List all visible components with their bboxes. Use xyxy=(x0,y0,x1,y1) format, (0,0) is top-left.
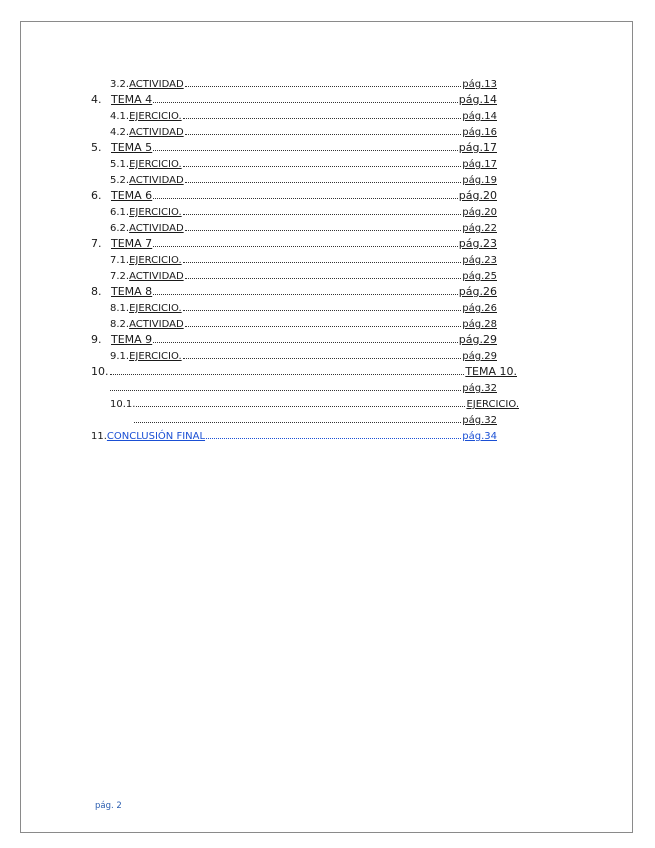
toc-page[interactable]: pág.34 xyxy=(462,431,497,442)
toc-number: 5. xyxy=(91,141,102,154)
toc-title[interactable]: TEMA 7 xyxy=(111,237,153,250)
toc-leader xyxy=(185,173,462,183)
toc-number: 4.1. xyxy=(110,111,130,122)
toc-page[interactable]: pág.23 xyxy=(458,237,497,250)
toc-title[interactable]: TEMA 9 xyxy=(111,333,153,346)
toc-leader xyxy=(183,253,462,263)
toc-page[interactable]: pág.16 xyxy=(462,127,497,138)
toc-number: 3.2. xyxy=(110,79,130,90)
toc-entry-10-1-page[interactable] xyxy=(134,413,497,426)
toc-page[interactable]: pág.14 xyxy=(462,111,497,122)
toc-number: 10.1. xyxy=(110,399,136,410)
toc-entry-4[interactable] xyxy=(91,93,497,106)
toc-leader xyxy=(185,317,462,327)
toc-title[interactable]: CONCLUSIÓN FINAL xyxy=(106,431,206,442)
toc-leader xyxy=(183,109,462,119)
toc-number: 6. xyxy=(91,189,102,202)
toc-page[interactable]: pág.17 xyxy=(458,141,497,154)
toc-page[interactable]: pág.20 xyxy=(458,189,497,202)
toc-page[interactable]: pág.32 xyxy=(462,383,497,394)
toc-page[interactable]: pág.17 xyxy=(462,159,497,170)
toc-leader xyxy=(183,301,462,311)
toc-number: 5.1. xyxy=(110,159,130,170)
toc-entry-10-page[interactable] xyxy=(110,381,497,394)
toc-page[interactable]: pág.14 xyxy=(458,93,497,106)
toc-entry-7[interactable] xyxy=(91,237,497,250)
toc-leader xyxy=(183,349,462,359)
toc-number: 8.2. xyxy=(110,319,130,330)
toc-entry-8-1[interactable] xyxy=(110,301,497,314)
table-of-contents xyxy=(21,22,632,832)
toc-leader xyxy=(136,397,465,407)
toc-leader xyxy=(153,93,458,103)
toc-entry-6[interactable] xyxy=(91,189,497,202)
toc-number: 9.1. xyxy=(110,351,130,362)
toc-number: 11. xyxy=(91,431,107,442)
toc-entry-7-2[interactable] xyxy=(110,269,497,282)
toc-title[interactable]: EJERCICIO. xyxy=(129,159,182,170)
toc-entry-8[interactable] xyxy=(91,285,497,298)
toc-leader xyxy=(153,237,458,247)
toc-title[interactable]: ACTIVIDAD xyxy=(129,127,184,138)
toc-entry-8-2[interactable] xyxy=(110,317,497,330)
toc-number: 7.2. xyxy=(110,271,130,282)
toc-leader xyxy=(153,285,458,295)
toc-page[interactable]: pág.19 xyxy=(462,175,497,186)
toc-leader xyxy=(153,141,458,151)
toc-number: 4. xyxy=(91,93,102,106)
toc-number: 8. xyxy=(91,285,102,298)
toc-leader xyxy=(153,189,458,199)
toc-entry-7-1[interactable] xyxy=(110,253,497,266)
toc-page[interactable]: pág.23 xyxy=(462,255,497,266)
toc-entry-5-1[interactable] xyxy=(110,157,497,170)
toc-page[interactable]: pág.13 xyxy=(462,79,497,90)
toc-page[interactable]: pág.26 xyxy=(462,303,497,314)
toc-leader xyxy=(185,221,462,231)
toc-title[interactable]: ACTIVIDAD xyxy=(129,175,184,186)
toc-entry-9[interactable] xyxy=(91,333,497,346)
toc-number: 10. xyxy=(91,365,109,378)
toc-entry-6-1[interactable] xyxy=(110,205,497,218)
toc-leader xyxy=(206,429,461,439)
toc-entry-5-2[interactable] xyxy=(110,173,497,186)
toc-entry-4-1[interactable] xyxy=(110,109,497,122)
toc-number: 5.2. xyxy=(110,175,130,186)
toc-entry-11[interactable] xyxy=(91,429,497,442)
toc-number: 7.1. xyxy=(110,255,130,266)
toc-entry-3-2[interactable] xyxy=(110,77,497,90)
toc-title[interactable]: TEMA 10. xyxy=(465,365,517,378)
toc-page[interactable]: pág.29 xyxy=(462,351,497,362)
toc-page[interactable]: pág.26 xyxy=(458,285,497,298)
toc-entry-10[interactable] xyxy=(91,365,517,378)
toc-title[interactable]: ACTIVIDAD xyxy=(129,271,184,282)
toc-title[interactable]: TEMA 8 xyxy=(111,285,153,298)
toc-title[interactable]: EJERCICIO. xyxy=(129,207,182,218)
toc-number: 6.1. xyxy=(110,207,130,218)
toc-title[interactable]: EJERCICIO. xyxy=(129,303,182,314)
toc-page[interactable]: pág.25 xyxy=(462,271,497,282)
toc-title[interactable]: EJERCICIO. xyxy=(129,255,182,266)
toc-leader xyxy=(185,269,462,279)
toc-page[interactable]: pág.20 xyxy=(462,207,497,218)
toc-leader xyxy=(110,365,465,375)
toc-title[interactable]: ACTIVIDAD xyxy=(129,79,184,90)
toc-leader xyxy=(134,413,461,423)
toc-title[interactable]: ACTIVIDAD xyxy=(129,223,184,234)
toc-title[interactable]: TEMA 6 xyxy=(111,189,153,202)
toc-number: 4.2. xyxy=(110,127,130,138)
toc-page[interactable]: pág.29 xyxy=(458,333,497,346)
toc-page[interactable]: pág.28 xyxy=(462,319,497,330)
toc-number: 9. xyxy=(91,333,102,346)
toc-title[interactable]: EJERCICIO. xyxy=(129,351,182,362)
toc-leader xyxy=(110,381,461,391)
toc-title[interactable]: TEMA 5 xyxy=(111,141,153,154)
toc-entry-5[interactable] xyxy=(91,141,497,154)
toc-title[interactable]: EJERCICIO. xyxy=(129,111,182,122)
toc-leader xyxy=(183,157,462,167)
toc-title[interactable]: EJERCICIO. xyxy=(466,399,519,410)
toc-entry-10-1[interactable] xyxy=(110,397,519,410)
toc-leader xyxy=(185,125,462,135)
document-page xyxy=(20,21,633,833)
toc-leader xyxy=(183,205,462,215)
toc-entry-4-2[interactable] xyxy=(110,125,497,138)
toc-page[interactable]: pág.32 xyxy=(462,415,497,426)
toc-leader xyxy=(185,77,462,87)
toc-number: 6.2. xyxy=(110,223,130,234)
toc-number: 8.1. xyxy=(110,303,130,314)
page-number-footer: pág. 2 xyxy=(95,801,122,811)
toc-page[interactable]: pág.22 xyxy=(462,223,497,234)
toc-title[interactable]: TEMA 4 xyxy=(111,93,153,106)
toc-title[interactable]: ACTIVIDAD xyxy=(129,319,184,330)
toc-leader xyxy=(153,333,458,343)
toc-number: 7. xyxy=(91,237,102,250)
toc-entry-6-2[interactable] xyxy=(110,221,497,234)
toc-entry-9-1[interactable] xyxy=(110,349,497,362)
